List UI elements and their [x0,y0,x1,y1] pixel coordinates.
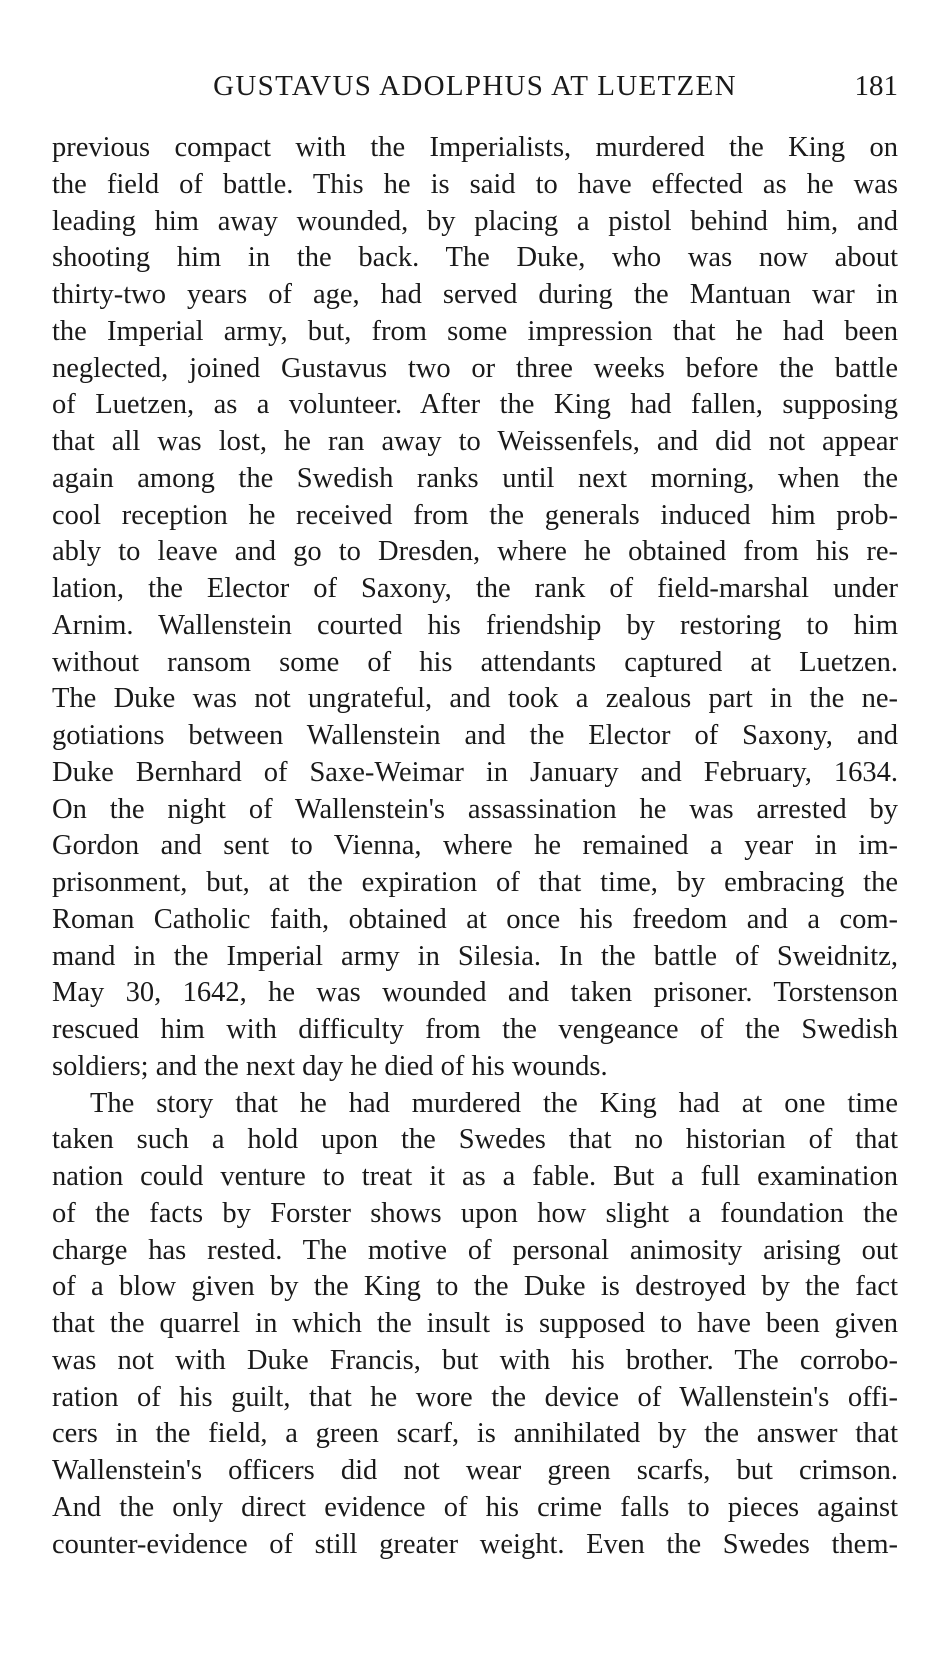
text-line: the field of battle. This he is said to have effected as he was [52,168,898,200]
text-line: ably to leave and go to Dresden, where he obtained from his re- [52,536,898,568]
text-line: And the only direct evidence of his crime falls to pieces against [52,1491,898,1523]
text-line: nation could venture to treat it as a fable. But a full examination [52,1161,898,1192]
paragraph [52,1086,898,1564]
text-line: without ransom some of his attendants captured at Luetzen. [52,646,898,678]
text-line: On the night of Wallenstein's assassination he was arrested by [52,793,898,825]
text-line: lation, the Elector of Saxony, the rank of field-marshal under [52,573,898,604]
text-line: gotiations between Wallenstein and the Elector of Saxony, and [52,720,898,751]
text-line: leading him away wounded, by placing a pistol behind him, and [52,205,898,237]
text-line: of the facts by Forster shows upon how slight a foundation the [52,1197,898,1229]
body-text [52,130,898,1563]
page-number: 181 [854,70,898,102]
text-line: Gordon and sent to Vienna, where he remained a year in im- [52,830,898,862]
text-line: previous compact with the Imperialists, murdered the King on [52,132,898,163]
text-line: of Luetzen, as a volunteer. After the King had fallen, supposing [52,389,898,421]
text-line: thirty-two years of age, had served during the Mantuan war in [52,279,898,310]
text-line: Wallenstein's officers did not wear green scarfs, but crimson. [52,1455,898,1486]
text-line: neglected, joined Gustavus two or three weeks before the battle [52,352,898,384]
text-line: cers in the field, a green scarf, is annihilated by the answer that [52,1418,898,1450]
text-line: cool reception he received from the generals induced him prob- [52,499,898,531]
text-line: charge has rested. The motive of personal animosity arising out [52,1234,898,1266]
text-line: Duke Bernhard of Saxe-Weimar in January and February, 1634. [52,756,898,788]
text-line: of a blow given by the King to the Duke is destroyed by the fact [52,1271,898,1303]
text-line: rescued him with difficulty from the vengeance of the Swedish [52,1014,898,1045]
text-line: mand in the Imperial army in Silesia. In the battle of Sweidnitz, [52,940,898,972]
text-line: counter-evidence of still greater weight. Even the Swedes them- [52,1528,898,1560]
text-line: that the quarrel in which the insult is supposed to have been given [52,1308,898,1339]
text-line: that all was lost, he ran away to Weissenfels, and did not appear [52,426,898,457]
text-line: The story that he had murdered the King had at one time [90,1087,898,1119]
running-title: GUSTAVUS ADOLPHUS AT LUETZEN [213,70,737,102]
text-line: soldiers; and the next day he died of his wounds. [52,1050,608,1082]
paragraph [52,130,898,1086]
text-line: the Imperial army, but, from some impression that he had been [52,315,898,347]
page-header [52,66,898,106]
text-line: shooting him in the back. The Duke, who was now about [52,242,898,274]
text-line: taken such a hold upon the Swedes that no historian of that [52,1124,898,1156]
text-line: The Duke was not ungrateful, and took a zealous part in the ne- [52,683,898,715]
text-line: again among the Swedish ranks until next morning, when the [52,462,898,494]
text-line: Arnim. Wallenstein courted his friendship by restoring to him [52,609,898,641]
text-line: was not with Duke Francis, but with his brother. The corrobo- [52,1344,898,1376]
text-line: ration of his guilt, that he wore the device of Wallenstein's offi- [52,1381,898,1413]
text-line: prisonment, but, at the expiration of that time, by embracing the [52,867,898,898]
text-line: May 30, 1642, he was wounded and taken prisoner. Torstenson [52,977,898,1009]
text-line: Roman Catholic faith, obtained at once his freedom and a com- [52,903,898,935]
